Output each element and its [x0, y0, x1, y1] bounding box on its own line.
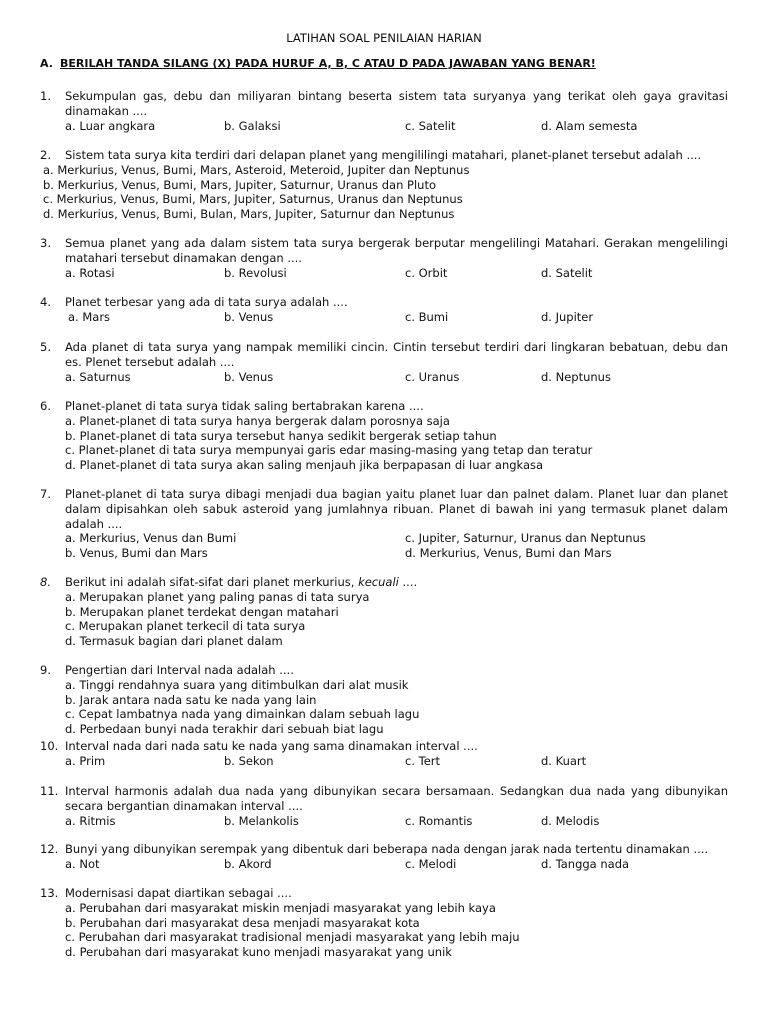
option-a: a. Prim	[65, 753, 106, 768]
question-text: Bunyi yang dibunyikan serempak yang dibentuk dari beberapa nada dengan jarak nada tertentu dinamakan ....	[65, 842, 709, 856]
question-7	[40, 487, 728, 561]
option-a: a. Luar angkara	[65, 118, 156, 133]
question-number: 3.	[40, 236, 51, 250]
section-letter: A.	[40, 57, 53, 70]
question-text: Semua planet yang ada dalam sistem tata surya bergerak berputar mengelilingi Matahari. Gerakan mengelilingi matahari tersebut dinamakan dengan ....	[65, 236, 728, 265]
option-a: a. Mars	[68, 309, 111, 324]
option-a: a. Perubahan dari masyarakat miskin menjadi masyarakat yang lebih kaya	[65, 900, 496, 915]
question-text: Planet-planet di tata surya dibagi menjadi dua bagian yaitu planet luar dan palnet dalam. Planet luar dan planet dalam dipisahkan oleh sabuk asteroid yang jumlahnya ribuan. Planet di bawah ini yang termasuk planet dalam adalah ....	[65, 487, 728, 531]
section-instruction: BERILAH TANDA SILANG (X) PADA HURUF A, B, C ATAU D PADA JAWABAN YANG BENAR!	[60, 57, 596, 70]
option-d: d. Perbedaan bunyi nada terakhir dari sebuah biat lagu	[65, 722, 384, 737]
option-b: b. Planet-planet di tata surya tersebut hanya sedikit bergerak setiap tahun	[65, 428, 497, 443]
option-a: a. Merkurius, Venus dan Bumi	[65, 531, 237, 546]
question-text: Planet-planet di tata surya tidak saling bertabrakan karena ....	[65, 399, 424, 413]
option-d: d. Satelit	[541, 265, 593, 280]
option-d: d. Melodis	[541, 813, 600, 828]
option-a: a. Merupakan planet yang paling panas di tata surya	[65, 589, 370, 604]
option-d: d. Merkurius, Venus, Bumi, Bulan, Mars, Jupiter, Saturnur dan Neptunus	[43, 207, 455, 222]
question-number: 12.	[40, 842, 59, 856]
question-10	[40, 739, 728, 769]
option-d: d. Kuart	[541, 753, 587, 768]
question-2	[40, 148, 728, 222]
option-c: c. Uranus	[405, 369, 460, 384]
option-d: d. Termasuk bagian dari planet dalam	[65, 634, 283, 649]
question-text: Sistem tata surya kita terdiri dari delapan planet yang mengililingi matahari, planet-planet tersebut adalah ....	[65, 148, 702, 162]
option-d: d. Perubahan dari masyarakat kuno menjadi masyarakat yang unik	[65, 945, 452, 960]
option-a: a. Rotasi	[65, 265, 115, 280]
option-b: b. Venus	[224, 369, 274, 384]
option-b: b. Venus	[224, 309, 274, 324]
question-number: 7.	[40, 487, 51, 501]
question-text: Planet terbesar yang ada di tata surya adalah ....	[65, 295, 348, 309]
question-text: Pengertian dari Interval nada adalah ....	[65, 663, 294, 677]
question-number: 11.	[40, 784, 59, 798]
question-3	[40, 236, 728, 280]
question-6	[40, 399, 728, 473]
question-5	[40, 340, 728, 384]
option-c: c. Bumi	[405, 309, 449, 324]
option-d: d. Merkurius, Venus, Bumi dan Mars	[405, 546, 612, 561]
option-c: c. Perubahan dari masyarakat tradisional menjadi masyarakat yang lebih maju	[65, 930, 520, 945]
question-number: 2.	[40, 148, 51, 162]
option-b: b. Venus, Bumi dan Mars	[65, 546, 208, 561]
option-c: c. Orbit	[405, 265, 448, 280]
option-a: a. Planet-planet di tata surya hanya bergerak dalam porosnya saja	[65, 413, 450, 428]
option-c: c. Jupiter, Saturnur, Uranus dan Neptunus	[405, 531, 646, 546]
option-b: b. Perubahan dari masyarakat desa menjadi masyarakat kota	[65, 915, 420, 930]
option-d: d. Tangga nada	[541, 856, 630, 871]
option-c: c. Planet-planet di tata surya mempunyai garis edar masing-masing yang tetap dan teratur	[65, 443, 593, 458]
question-number: 13.	[40, 886, 59, 900]
option-c: c. Tert	[405, 753, 441, 768]
question-text: Interval harmonis adalah dua nada yang dibunyikan secara bersamaan. Sedangkan dua nada yang dibunyikan secara bergantian dinamakan interval ....	[65, 784, 728, 813]
question-text: Ada planet di tata surya yang nampak memiliki cincin. Cintin tersebut terdiri dari lingkaran bebatuan, debu dan es. Plenet tersebut adalah ....	[65, 340, 728, 369]
option-c: c. Merupakan planet terkecil di tata surya	[65, 619, 306, 634]
option-b: b. Galaksi	[224, 118, 281, 133]
question-1	[40, 89, 728, 133]
option-d: d. Neptunus	[541, 369, 611, 384]
option-b: b. Akord	[224, 856, 272, 871]
section-heading	[40, 57, 728, 72]
option-b: b. Sekon	[224, 753, 274, 768]
question-text: Modernisasi dapat diartikan sebagai ....	[65, 886, 292, 900]
emphasis-word: kecuali	[358, 575, 399, 589]
question-number: 9.	[40, 663, 51, 677]
option-c: c. Satelit	[405, 118, 456, 133]
question-number: 4.	[40, 295, 51, 309]
question-text: Interval nada dari nada satu ke nada yang sama dinamakan interval ....	[65, 739, 478, 753]
question-number: 5.	[40, 340, 51, 354]
option-b: b. Merkurius, Venus, Bumi, Mars, Jupiter, Saturnur, Uranus dan Pluto	[43, 177, 437, 192]
question-8	[40, 575, 728, 649]
option-a: a. Tinggi rendahnya suara yang ditimbulkan dari alat musik	[65, 677, 409, 692]
question-number: 6.	[40, 399, 51, 413]
option-b: b. Merupakan planet terdekat dengan matahari	[65, 604, 339, 619]
option-c: c. Merkurius, Venus, Bumi, Mars, Jupiter, Saturnus, Uranus dan Neptunus	[43, 192, 463, 207]
question-number: 8.	[40, 575, 51, 589]
page-title: LATIHAN SOAL PENILAIAN HARIAN	[286, 31, 482, 45]
question-text: Sekumpulan gas, debu dan miliyaran bintang beserta sistem tata suryanya yang terikat oleh gaya gravitasi dinamakan ....	[65, 89, 728, 118]
question-number: 10.	[40, 739, 59, 753]
question-4	[40, 295, 728, 325]
question-9	[40, 663, 728, 737]
option-b: b. Melankolis	[224, 813, 299, 828]
option-c: c. Melodi	[405, 856, 457, 871]
option-c: c. Romantis	[405, 813, 473, 828]
option-a: a. Not	[65, 856, 100, 871]
question-number: 1.	[40, 89, 51, 103]
option-a: a. Saturnus	[65, 369, 131, 384]
option-d: d. Jupiter	[541, 309, 594, 324]
question-text: Berikut ini adalah sifat-sifat dari planet merkurius, kecuali ....	[65, 575, 418, 589]
option-d: d. Alam semesta	[541, 118, 638, 133]
option-b: b. Jarak antara nada satu ke nada yang lain	[65, 692, 317, 707]
question-11	[40, 784, 728, 828]
question-13	[40, 886, 728, 960]
option-b: b. Revolusi	[224, 265, 287, 280]
option-c: c. Cepat lambatnya nada yang dimainkan dalam sebuah lagu	[65, 707, 420, 722]
option-a: a. Ritmis	[65, 813, 116, 828]
question-12	[40, 842, 728, 872]
option-d: d. Planet-planet di tata surya akan saling menjauh jika berpapasan di luar angkasa	[65, 458, 544, 473]
option-a: a. Merkurius, Venus, Bumi, Mars, Asteroid, Meteroid, Jupiter dan Neptunus	[43, 162, 470, 177]
